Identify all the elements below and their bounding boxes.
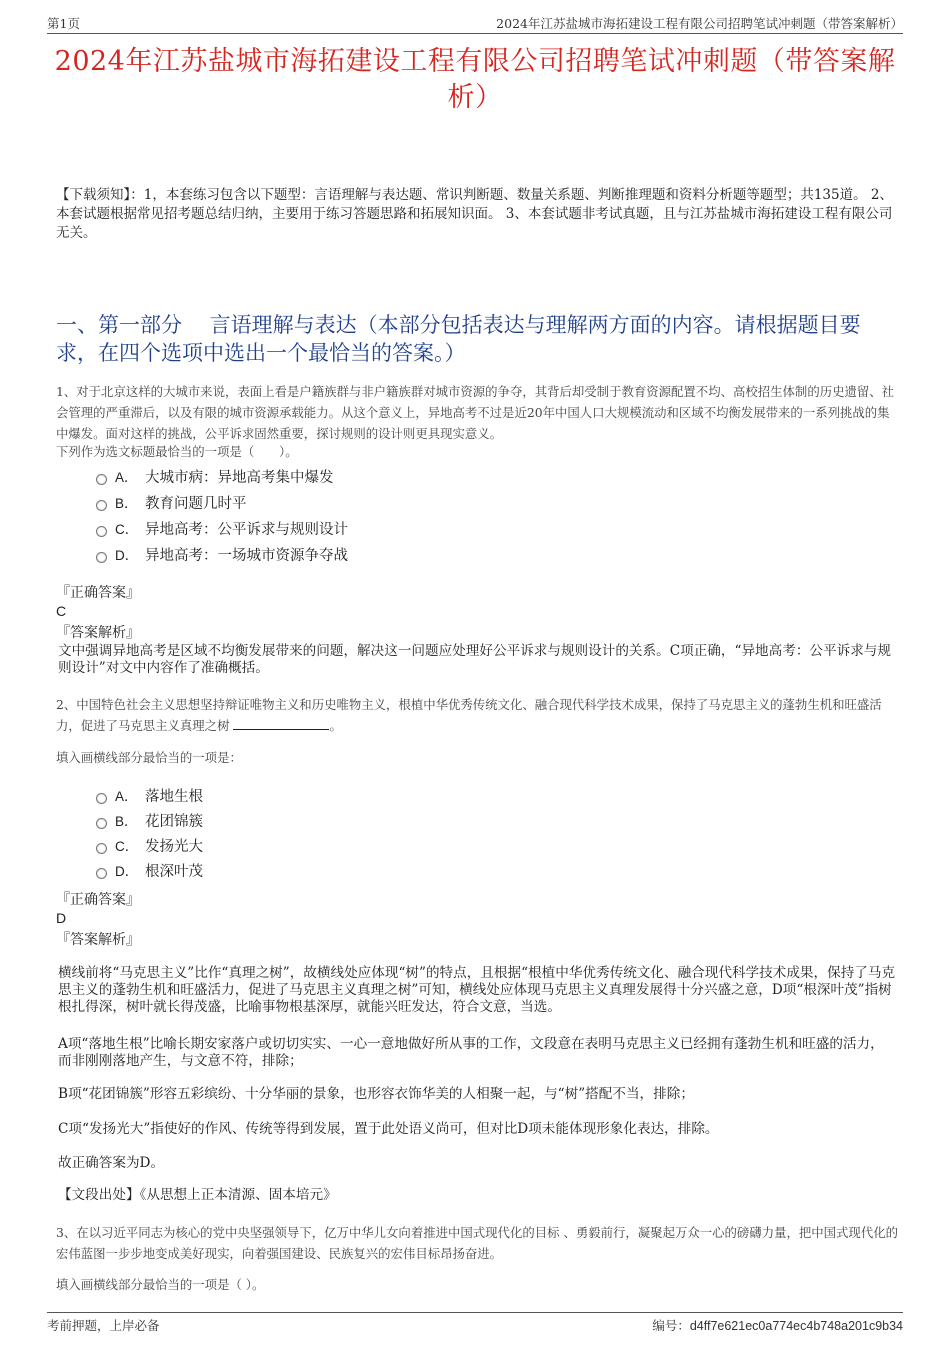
q2-option-d[interactable]: D． 根深叶茂 [96,858,203,882]
footer-slogan: 考前押题，上岸必备 [47,1318,160,1333]
header-doc-title: 2024年江苏盐城市海拓建设工程有限公司招聘笔试冲刺题（带答案解析） [496,16,903,31]
q1-option-d[interactable]: D． 异地高考：一场城市资源争夺战 [96,542,348,566]
q1-option-c[interactable]: C． 异地高考：公平诉求与规则设计 [96,516,348,540]
q2-option-a[interactable]: A． 落地生根 [96,783,203,807]
q2-stem: 2、中国特色社会主义思想坚持辩证唯物主义和历史唯物主义，根植中华优秀传统文化、融合现代科学技术成果，保持了马克思主义的蓬勃生机和旺盛活力，促进了马克思主义真理之树 。 [56,697,882,733]
page-number: 第1页 [47,16,80,31]
q1-prompt: 下列作为选文标题最恰当的一项是（ ）。 [56,444,298,459]
q2-analysis-para: 横线前将“马克思主义”比作“真理之树”，故横线处应体现“树”的特点，且根据“根植中华优秀传统文化、融合现代科学技术成果，保持了马克思主义的蓬勃生机和旺盛活力，促进了马克思主义真理之树”可知，横线处应体现马克思主义真理发展得十分兴盛之意，D项“根深叶茂”指树根扎得深，树叶就长得茂盛，比喻事物根基深厚，就能兴旺发达，符合文意，当选。 [58,965,896,1015]
q2-analysis-para: C项“发扬光大”指使好的作风、传统等得到发展，置于此处语义尚可，但对比D项未能体现形象化表达，排除。 [58,1121,719,1137]
q1-analysis: 文中强调异地高考是区域不均衡发展带来的问题，解决这一问题应处理好公平诉求与规则设计的关系。C项正确，“异地高考：公平诉求与规则设计”对文中内容作了准确概括。 [58,643,891,676]
section-title: 一、第一部分 言语理解与表达（本部分包括表达与理解两方面的内容。请根据题目要求，在四个选项中选出一个最恰当的答案。） [56,313,861,365]
q2-source: 【文段出处】《从思想上正本清源、固本培元》 [58,1187,337,1203]
q1-answer-label: 『正确答案』 [56,585,140,601]
q3-prompt: 填入画横线部分最恰当的一项是（ ）。 [56,1277,265,1292]
radio-icon[interactable] [96,552,107,563]
q2-option-b[interactable]: B． 花团锦簇 [96,808,203,832]
q2-answer: D [56,910,67,926]
q2-analysis-para: 故正确答案为D。 [58,1155,165,1171]
q1-analysis-label: 『答案解析』 [56,625,140,641]
q1-option-b[interactable]: B． 教育问题几时平 [96,490,247,514]
q1-answer: C [56,603,67,619]
fill-blank [233,718,329,730]
radio-icon[interactable] [96,818,107,829]
q2-analysis-para: A项“落地生根”比喻长期安家落户或切切实实、一心一意地做好所从事的工作，文段意在表明马克思主义已经拥有蓬勃生机和旺盛的活力，而非刚刚落地产生，与文意不符，排除； [58,1036,884,1069]
radio-icon[interactable] [96,500,107,511]
q3-stem: 3、在以习近平同志为核心的党中央坚强领导下，亿万中华儿女向着推进中国式现代化的目标 、勇毅前行，凝聚起万众一心的磅礴力量，把中国式现代化的宏伟蓝图一步步地变成美好现实，向着强国建设、民族复兴的宏伟目标昂扬奋进。 [56,1225,898,1261]
q2-analysis-label: 『答案解析』 [56,932,140,948]
radio-icon[interactable] [96,793,107,804]
q2-analysis-para: B项“花团锦簇”形容五彩缤纷、十分华丽的景象，也形容衣饰华美的人相聚一起，与“树”搭配不当，排除； [58,1086,694,1102]
q2-option-c[interactable]: C． 发扬光大 [96,833,203,857]
radio-icon[interactable] [96,868,107,879]
q2-prompt: 填入画横线部分最恰当的一项是： [56,750,242,765]
page-footer [47,1312,903,1333]
radio-icon[interactable] [96,843,107,854]
q1-option-a[interactable]: A． 大城市病：异地高考集中爆发 [96,464,334,488]
q1-stem: 1、对于北京这样的大城市来说，表面上看是户籍族群与非户籍族群对城市资源的争夺，其背后却受制于教育资源配置不均、高校招生体制的历史遗留、社会管理的严重滞后，以及有限的城市资源承载能力。从这个意义上，异地高考不过是近20年中国人口大规模流动和区域不均衡发展带来的一系列挑战的集中爆发。面对这样的挑战，公平诉求固然重要，探讨规则的设计则更具现实意义。 [56,384,895,441]
radio-icon[interactable] [96,526,107,537]
download-notice: 【下载须知】：1，本套练习包含以下题型：言语理解与表达题、常识判断题、数量关系题、判断推理题和资料分析题等题型；共135道。 2、本套试题根据常见招考题总结归纳，主要用于练习答题思路和拓展知识面。 3、本套试题非考试真题，且与江苏盐城市海拓建设工程有限公司无关。 [56,187,893,241]
page-header [47,14,903,34]
footer-code: 编号：d4ff7e621ec0a774ec4b748a201c9b34 [652,1318,903,1333]
radio-icon[interactable] [96,474,107,485]
document-title: 2024年江苏盐城市海拓建设工程有限公司招聘笔试冲刺题（带答案解析） [54,46,896,113]
q2-answer-label: 『正确答案』 [56,892,140,908]
